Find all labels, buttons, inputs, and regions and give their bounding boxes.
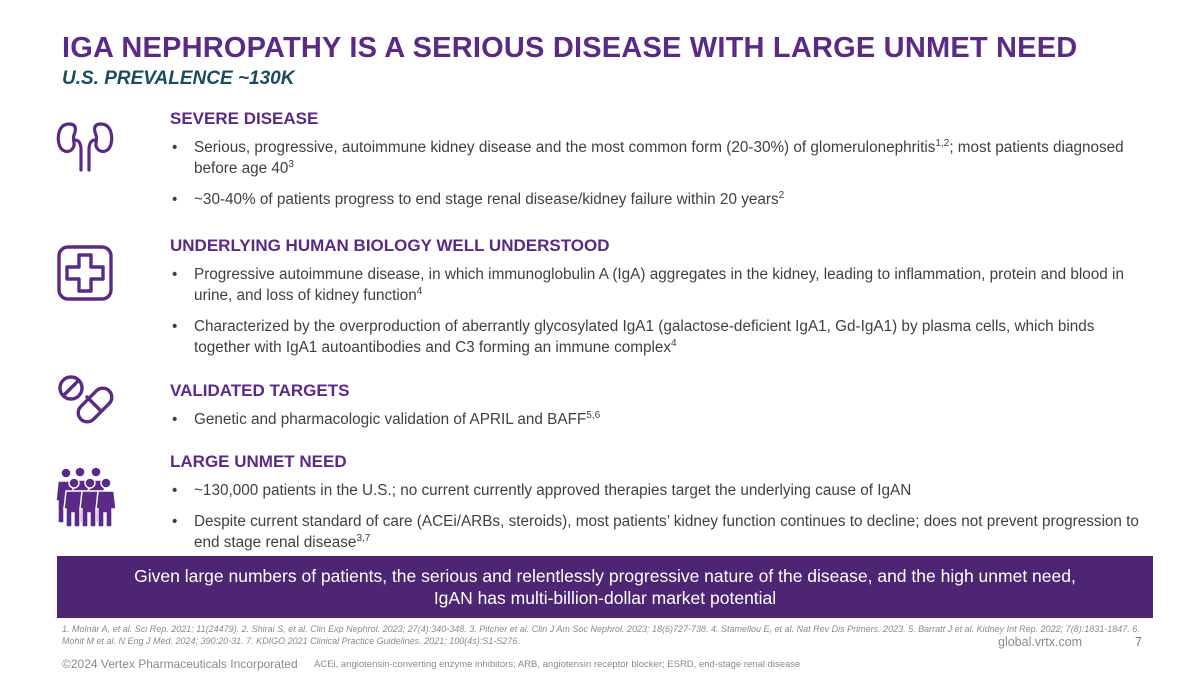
conclusion-banner	[57, 556, 1153, 618]
slide-title: IGA NEPHROPATHY IS A SERIOUS DISEASE WITH LARGE UNMET NEED	[62, 32, 1078, 64]
bullet-item	[170, 189, 1150, 210]
footnote-ref: 2	[778, 189, 785, 201]
bullet-text: ~130,000 patients in the U.S.; no current currently approved therapies target the underlying cause of IgAN	[194, 482, 912, 499]
section-large-unmet-need	[170, 452, 1150, 563]
website-link[interactable]: global.vrtx.com	[998, 635, 1083, 649]
footnote-ref: 1,2	[935, 137, 950, 149]
bullet-item	[170, 264, 1150, 306]
footnote-ref: 3,7	[356, 532, 371, 544]
section-heading: LARGE UNMET NEED	[170, 452, 347, 471]
banner-line: Given large numbers of patients, the serious and relentlessly progressive nature of the disease, and the high unmet need,	[134, 566, 1076, 586]
bullet-text: Despite current standard of care (ACEi/ARBs, steroids), most patients’ kidney function continues to decline; does not prevent progression to end stage renal disease	[194, 513, 1139, 551]
slide-subtitle: U.S. PREVALENCE ~130K	[62, 68, 295, 89]
footnote-ref: 3	[288, 158, 294, 170]
references: 1. Molnár A, et al. Sci Rep. 2021; 11(24479). 2. Shirai S, et al. Clin Exp Nephrol. 2023; 27(4):340-348. 3. Pitcher et al. Clin J Am Soc Nephrol. 2023; 18(6)727-738. 4. Stamellou E, et al. Nat Rev Dis Primers. 2023. 5. Barratt J et al. Kidney Int Rep. 2022; 7(8):1831-1847. 6. Mohit M et al. N Eng J Med. 2024; 390:20-31. 7. KDIGO 2021 Clinical Practice Guidelines. 2021; 100(4s):S1-S276.	[62, 624, 1140, 646]
abbreviations: ACEi, angiotensin-converting enzyme inhibitors; ARB, angiotensin receptor blocker; ESRD, end-stage renal disease	[314, 659, 801, 670]
bullet-text: Serious, progressive, autoimmune kidney disease and the most common form (20-30%) of glomerulonephritis	[194, 139, 936, 156]
page-number: 7	[1135, 635, 1142, 649]
bullet-text: ; most patients diagnosed before age 40	[194, 139, 1124, 177]
section-validated-targets	[170, 381, 1150, 440]
pills-icon	[55, 372, 115, 432]
section-heading: VALIDATED TARGETS	[170, 381, 350, 400]
people-group-icon	[52, 465, 124, 527]
footnote-ref: 4	[416, 285, 423, 297]
medical-cross-icon	[55, 243, 115, 303]
footnote-ref: 4	[671, 337, 677, 349]
bullet-text: Genetic and pharmacologic validation of APRIL and BAFF	[194, 411, 587, 428]
bullet-text: ~30-40% of patients progress to end stage renal disease/kidney failure within 20 years	[194, 191, 779, 208]
bullet-item	[170, 480, 1150, 501]
bullet-item	[170, 511, 1150, 553]
banner-line: IgAN has multi-billion-dollar market potential	[433, 588, 777, 608]
copyright: ©2024 Vertex Pharmaceuticals Incorporated	[62, 657, 298, 671]
section-heading: UNDERLYING HUMAN BIOLOGY WELL UNDERSTOOD	[170, 236, 610, 255]
bullet-item	[170, 409, 1150, 430]
section-heading: SEVERE DISEASE	[170, 109, 319, 128]
bullet-text: Characterized by the overproduction of aberrantly glycosylated IgA1 (galactose-deficient IgA1, Gd-IgA1) by plasma cells, which binds together with IgA1 autoantibodies and C3 forming an immune complex	[194, 318, 1095, 356]
section-severe-disease	[170, 109, 1150, 220]
footnote-ref: 5,6	[586, 409, 601, 421]
bullet-item	[170, 137, 1150, 179]
section-underlying-biology	[170, 236, 1150, 368]
bullet-text: Progressive autoimmune disease, in which immunoglobulin A (IgA) aggregates in the kidney, leading to inflammation, protein and blood in urine, and loss of kidney function	[194, 266, 1124, 304]
kidneys-icon	[55, 118, 115, 178]
bullet-item	[170, 316, 1150, 358]
